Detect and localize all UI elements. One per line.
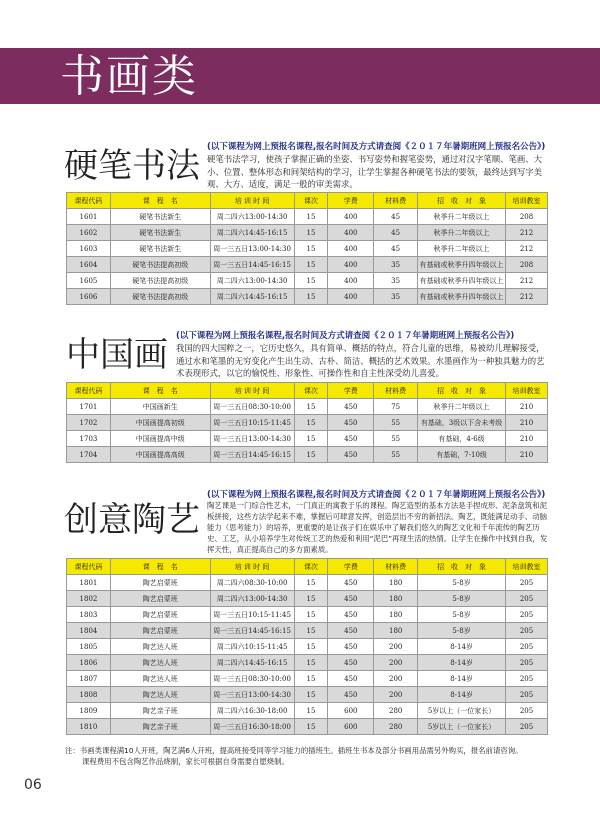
table-cell: 硬笔书法新生 [110, 241, 210, 257]
header-cell: 材料费 [374, 193, 418, 209]
table-cell: 周二四六16:30-18:00 [210, 703, 294, 719]
table-row [67, 703, 548, 719]
table-cell: 15 [294, 719, 328, 735]
footnote-line-2: 课程费用不包含陶艺作品烧制，家长可根据自身需要自愿烧制。 [82, 757, 289, 766]
header-cell: 培训教室 [506, 193, 548, 209]
header-cell: 培训教室 [506, 559, 548, 575]
table-cell: 400 [328, 257, 374, 273]
table-cell: 陶艺启蒙班 [110, 607, 210, 623]
table-cell: 周一三五日10:15-11:45 [210, 415, 294, 431]
table-header-row [67, 383, 548, 399]
header-cell: 课次 [294, 559, 328, 575]
table-cell: 180 [374, 591, 418, 607]
table-cell: 600 [328, 703, 374, 719]
table-cell: 秋季升二年级以上 [418, 209, 506, 225]
section-note-chinese-painting: (以下课程为网上预报名课程,报名时间及方式请查阅《２０１７年暑期班网上预报名公告》) [176, 331, 515, 341]
table-cell: 180 [374, 575, 418, 591]
table-cell: 200 [374, 671, 418, 687]
table-cell: 15 [294, 575, 328, 591]
table-cell: 15 [294, 257, 328, 273]
table-cell: 450 [328, 415, 374, 431]
table-cell: 8-14岁 [418, 639, 506, 655]
table-cell: 450 [328, 447, 374, 463]
table-cell: 硬笔书法提高初级 [110, 257, 210, 273]
course-table-chinese-painting [66, 382, 548, 463]
table-cell: 15 [294, 415, 328, 431]
table-cell: 周一三五日10:15-11:45 [210, 607, 294, 623]
table-cell: 硬笔书法提高初级 [110, 273, 210, 289]
table-cell: 陶艺亲子班 [110, 719, 210, 735]
table-cell: 1602 [67, 225, 111, 241]
table-cell: 15 [294, 623, 328, 639]
table-cell: 15 [294, 225, 328, 241]
header-cell: 材料费 [374, 559, 418, 575]
table-cell: 陶艺启蒙班 [110, 623, 210, 639]
table-cell: 205 [506, 719, 548, 735]
table-cell: 5岁以上（一位家长） [418, 703, 506, 719]
table-cell: 15 [294, 607, 328, 623]
table-cell: 1809 [67, 703, 111, 719]
table-cell: 秋季升二年级以上 [418, 225, 506, 241]
table-cell: 15 [294, 241, 328, 257]
table-cell: 秋季升二年级以上 [418, 241, 506, 257]
table-cell: 450 [328, 591, 374, 607]
section-title-calligraphy: 硬笔书法 [64, 146, 200, 186]
table-cell: 周一三五日13:00-14:30 [210, 241, 294, 257]
table-row [67, 257, 548, 273]
section-desc-chinese-painting: 我国的四大国粹之一，它历史悠久，具有简单、概括的特点，符合儿童的思维，易被幼儿理解接受，通过水和笔墨的无穷变化产生出生动、古朴、简洁、概括的艺术效果。水墨画作为一种独具魅力的艺术表现形式，以它的愉悦性、形象性、可操作性和自主性深受幼儿喜爱。 [176, 343, 545, 379]
header-cell: 课 程 名 [110, 383, 210, 399]
table-cell: 陶艺亲子班 [110, 703, 210, 719]
table-cell: 15 [294, 447, 328, 463]
table-cell: 208 [506, 257, 548, 273]
table-cell: 秋季升二年级以上 [418, 399, 506, 415]
table-cell: 周二四六13:00-14:30 [210, 591, 294, 607]
table-cell: 周二四六13:00-14:30 [210, 209, 294, 225]
header-cell: 课 程 名 [110, 193, 210, 209]
table-cell: 硬笔书法提高初级 [110, 289, 210, 305]
table-cell: 180 [374, 607, 418, 623]
table-cell: 陶艺启蒙班 [110, 575, 210, 591]
table-cell: 5-8岁 [418, 591, 506, 607]
table-cell: 212 [506, 289, 548, 305]
header-cell: 课次 [294, 383, 328, 399]
table-cell: 180 [374, 623, 418, 639]
table-cell: 周一三五日14:45-16:15 [210, 447, 294, 463]
course-table-calligraphy [66, 192, 548, 305]
table-cell: 1701 [67, 399, 111, 415]
table-cell: 周一三五日16:30-18:00 [210, 719, 294, 735]
table-cell: 5-8岁 [418, 575, 506, 591]
table-cell: 210 [506, 399, 548, 415]
table-cell: 有基础，7-10级 [418, 447, 506, 463]
table-cell: 15 [294, 273, 328, 289]
table-cell: 陶艺达人班 [110, 655, 210, 671]
header-cell: 课程代码 [67, 559, 111, 575]
table-cell: 210 [506, 431, 548, 447]
table-cell: 212 [506, 241, 548, 257]
table-cell: 400 [328, 241, 374, 257]
table-cell: 450 [328, 687, 374, 703]
table-cell: 400 [328, 209, 374, 225]
section-note-pottery: (以下课程为网上预报名课程,报名时间及方式请查阅《２０１７年暑期班网上预报名公告》) [207, 490, 546, 500]
header-cell: 学费 [328, 559, 374, 575]
table-cell: 5-8岁 [418, 623, 506, 639]
table-cell: 450 [328, 655, 374, 671]
table-cell: 8-14岁 [418, 655, 506, 671]
table-row [67, 591, 548, 607]
table-row [67, 209, 548, 225]
table-cell: 周一三五日08:30-10:00 [210, 399, 294, 415]
table-cell: 1806 [67, 655, 111, 671]
table-cell: 陶艺达人班 [110, 687, 210, 703]
table-row [67, 431, 548, 447]
footnote [65, 745, 523, 767]
table-cell: 15 [294, 655, 328, 671]
table-row [67, 447, 548, 463]
table-cell: 5岁以上（一位家长） [418, 719, 506, 735]
table-cell: 1702 [67, 415, 111, 431]
table-cell: 45 [374, 241, 418, 257]
header-cell: 培 训 时 间 [210, 559, 294, 575]
table-cell: 1605 [67, 273, 111, 289]
table-cell: 15 [294, 209, 328, 225]
header-cell: 招 收 对 象 [418, 559, 506, 575]
section-title-pottery: 创意陶艺 [64, 500, 200, 540]
table-cell: 45 [374, 209, 418, 225]
table-cell: 205 [506, 687, 548, 703]
table-cell: 15 [294, 687, 328, 703]
header-cell: 学费 [328, 383, 374, 399]
header-cell: 培 训 时 间 [210, 383, 294, 399]
table-row [67, 607, 548, 623]
section-desc-pottery: 陶艺课是一门综合性艺术，一门真正的寓教于乐的课程。陶艺造型的基本方法是手捏成形、泥条盘筑和泥板拼接，这些方法学起来不难，掌握后可肆意发挥，创造层出不穷的新招法。陶艺，既能满足动手、动脑能力（思考能力）的培养，更重要的是让孩子们在娱乐中了解我们悠久的陶艺文化和千年流传的陶艺历史、工艺，从小培养学生对传统工艺的热爱和利用“泥巴”再现生活的热情。让学生在操作中找到自我，发挥天性，真正提高自己的多方面素质。 [207, 501, 548, 554]
table-cell: 450 [328, 431, 374, 447]
table-cell: 280 [374, 719, 418, 735]
table-cell: 1801 [67, 575, 111, 591]
table-cell: 8-14岁 [418, 687, 506, 703]
table-cell: 1805 [67, 639, 111, 655]
table-cell: 有基础或秋季升四年级以上 [418, 273, 506, 289]
table-cell: 205 [506, 591, 548, 607]
table-cell: 15 [294, 591, 328, 607]
table-row [67, 273, 548, 289]
table-cell: 5-8岁 [418, 607, 506, 623]
table-cell: 200 [374, 639, 418, 655]
table-cell: 400 [328, 225, 374, 241]
table-cell: 有基础，3级以下含未考级 [418, 415, 506, 431]
table-row [67, 623, 548, 639]
table-cell: 450 [328, 623, 374, 639]
table-header-row [67, 559, 548, 575]
table-cell: 200 [374, 687, 418, 703]
table-row [67, 241, 548, 257]
table-cell: 周二四六14:45-16:15 [210, 289, 294, 305]
footnote-line-1: 注：书画类课程满10人开班，陶艺满6人开班，提高班接受同等学习能力的插班生。插班生书本及部分书画用品需另外购买，报名前请咨询。 [65, 746, 523, 755]
table-cell: 周二四六08:30-10:00 [210, 575, 294, 591]
header-cell: 课次 [294, 193, 328, 209]
table-cell: 210 [506, 447, 548, 463]
table-cell: 55 [374, 447, 418, 463]
table-cell: 中国画提高初级 [110, 415, 210, 431]
banner-top-strip [0, 0, 600, 48]
table-cell: 205 [506, 655, 548, 671]
category-title: 书画类 [60, 51, 198, 102]
table-cell: 1604 [67, 257, 111, 273]
table-cell: 有基础，4-6级 [418, 431, 506, 447]
table-cell: 15 [294, 431, 328, 447]
table-cell: 212 [506, 273, 548, 289]
table-row [67, 225, 548, 241]
table-cell: 1704 [67, 447, 111, 463]
table-cell: 硬笔书法新生 [110, 225, 210, 241]
header-cell: 培 训 时 间 [210, 193, 294, 209]
table-cell: 陶艺达人班 [110, 639, 210, 655]
table-cell: 周二四六10:15-11:45 [210, 639, 294, 655]
table-header-row [67, 193, 548, 209]
header-cell: 招 收 对 象 [418, 193, 506, 209]
section-note-calligraphy: (以下课程为网上预报名课程,报名时间及方式请查阅《２０１７年暑期班网上预报名公告》) [207, 142, 546, 152]
table-cell: 35 [374, 289, 418, 305]
table-cell: 有基础或秋季升四年级以上 [418, 289, 506, 305]
table-cell: 450 [328, 399, 374, 415]
table-cell: 1810 [67, 719, 111, 735]
table-cell: 硬笔书法新生 [110, 209, 210, 225]
table-cell: 15 [294, 671, 328, 687]
table-cell: 400 [328, 289, 374, 305]
header-cell: 课 程 名 [110, 559, 210, 575]
table-cell: 450 [328, 575, 374, 591]
table-cell: 周一三五日14:45-16:15 [210, 257, 294, 273]
header-cell: 材料费 [374, 383, 418, 399]
table-cell: 45 [374, 225, 418, 241]
table-cell: 15 [294, 289, 328, 305]
section-title-chinese-painting: 中国画 [66, 335, 168, 375]
table-cell: 15 [294, 703, 328, 719]
header-cell: 学费 [328, 193, 374, 209]
table-cell: 1802 [67, 591, 111, 607]
table-cell: 周二四六14:45-16:15 [210, 225, 294, 241]
table-cell: 有基础或秋季升四年级以上 [418, 257, 506, 273]
table-cell: 450 [328, 639, 374, 655]
table-row [67, 415, 548, 431]
table-cell: 周一三五日13:00-14:30 [210, 687, 294, 703]
table-row [67, 639, 548, 655]
table-cell: 450 [328, 671, 374, 687]
table-cell: 1703 [67, 431, 111, 447]
header-cell: 培训教室 [506, 383, 548, 399]
table-cell: 1603 [67, 241, 111, 257]
table-cell: 1803 [67, 607, 111, 623]
table-cell: 55 [374, 415, 418, 431]
table-cell: 205 [506, 671, 548, 687]
table-cell: 55 [374, 431, 418, 447]
table-cell: 400 [328, 273, 374, 289]
header-cell: 课程代码 [67, 193, 111, 209]
table-cell: 8-14岁 [418, 671, 506, 687]
header-cell: 课程代码 [67, 383, 111, 399]
table-cell: 陶艺达人班 [110, 671, 210, 687]
table-cell: 周一三五日14:45-16:15 [210, 623, 294, 639]
table-cell: 600 [328, 719, 374, 735]
table-cell: 280 [374, 703, 418, 719]
table-cell: 周一三五日13:00-14:30 [210, 431, 294, 447]
table-cell: 中国画新生 [110, 399, 210, 415]
table-cell: 1601 [67, 209, 111, 225]
table-row [67, 687, 548, 703]
table-cell: 中国画提高高级 [110, 447, 210, 463]
table-cell: 208 [506, 209, 548, 225]
table-cell: 周二四六13:00-14:30 [210, 273, 294, 289]
table-cell: 1606 [67, 289, 111, 305]
course-table-pottery [66, 558, 548, 735]
table-row [67, 671, 548, 687]
table-cell: 205 [506, 575, 548, 591]
table-cell: 周二四六14:45-16:15 [210, 655, 294, 671]
table-cell: 1807 [67, 671, 111, 687]
table-cell: 1808 [67, 687, 111, 703]
table-cell: 450 [328, 607, 374, 623]
table-cell: 陶艺启蒙班 [110, 591, 210, 607]
table-cell: 200 [374, 655, 418, 671]
table-row [67, 655, 548, 671]
table-cell: 75 [374, 399, 418, 415]
table-cell: 中国画提高中级 [110, 431, 210, 447]
table-cell: 35 [374, 273, 418, 289]
table-cell: 212 [506, 225, 548, 241]
table-cell: 210 [506, 415, 548, 431]
header-cell: 招 收 对 象 [418, 383, 506, 399]
table-row [67, 289, 548, 305]
table-cell: 15 [294, 639, 328, 655]
table-row [67, 399, 548, 415]
table-cell: 205 [506, 639, 548, 655]
table-cell: 205 [506, 623, 548, 639]
table-cell: 205 [506, 703, 548, 719]
table-cell: 周一三五日08:30-10:00 [210, 671, 294, 687]
table-cell: 35 [374, 257, 418, 273]
table-cell: 205 [506, 607, 548, 623]
table-cell: 1804 [67, 623, 111, 639]
table-cell: 15 [294, 399, 328, 415]
section-desc-calligraphy: 硬笔书法学习，使孩子掌握正确的坐姿、书写姿势和握笔姿势，通过对汉字笔顺、笔画、大小、位置、整体形态和间架结构的学习，让学生掌握各种硬笔书法的要领，最终达到写字美观、大方、适度，满足一般的审美需求。 [207, 154, 542, 190]
table-row [67, 575, 548, 591]
table-row [67, 719, 548, 735]
page-number: 06 [24, 777, 42, 793]
